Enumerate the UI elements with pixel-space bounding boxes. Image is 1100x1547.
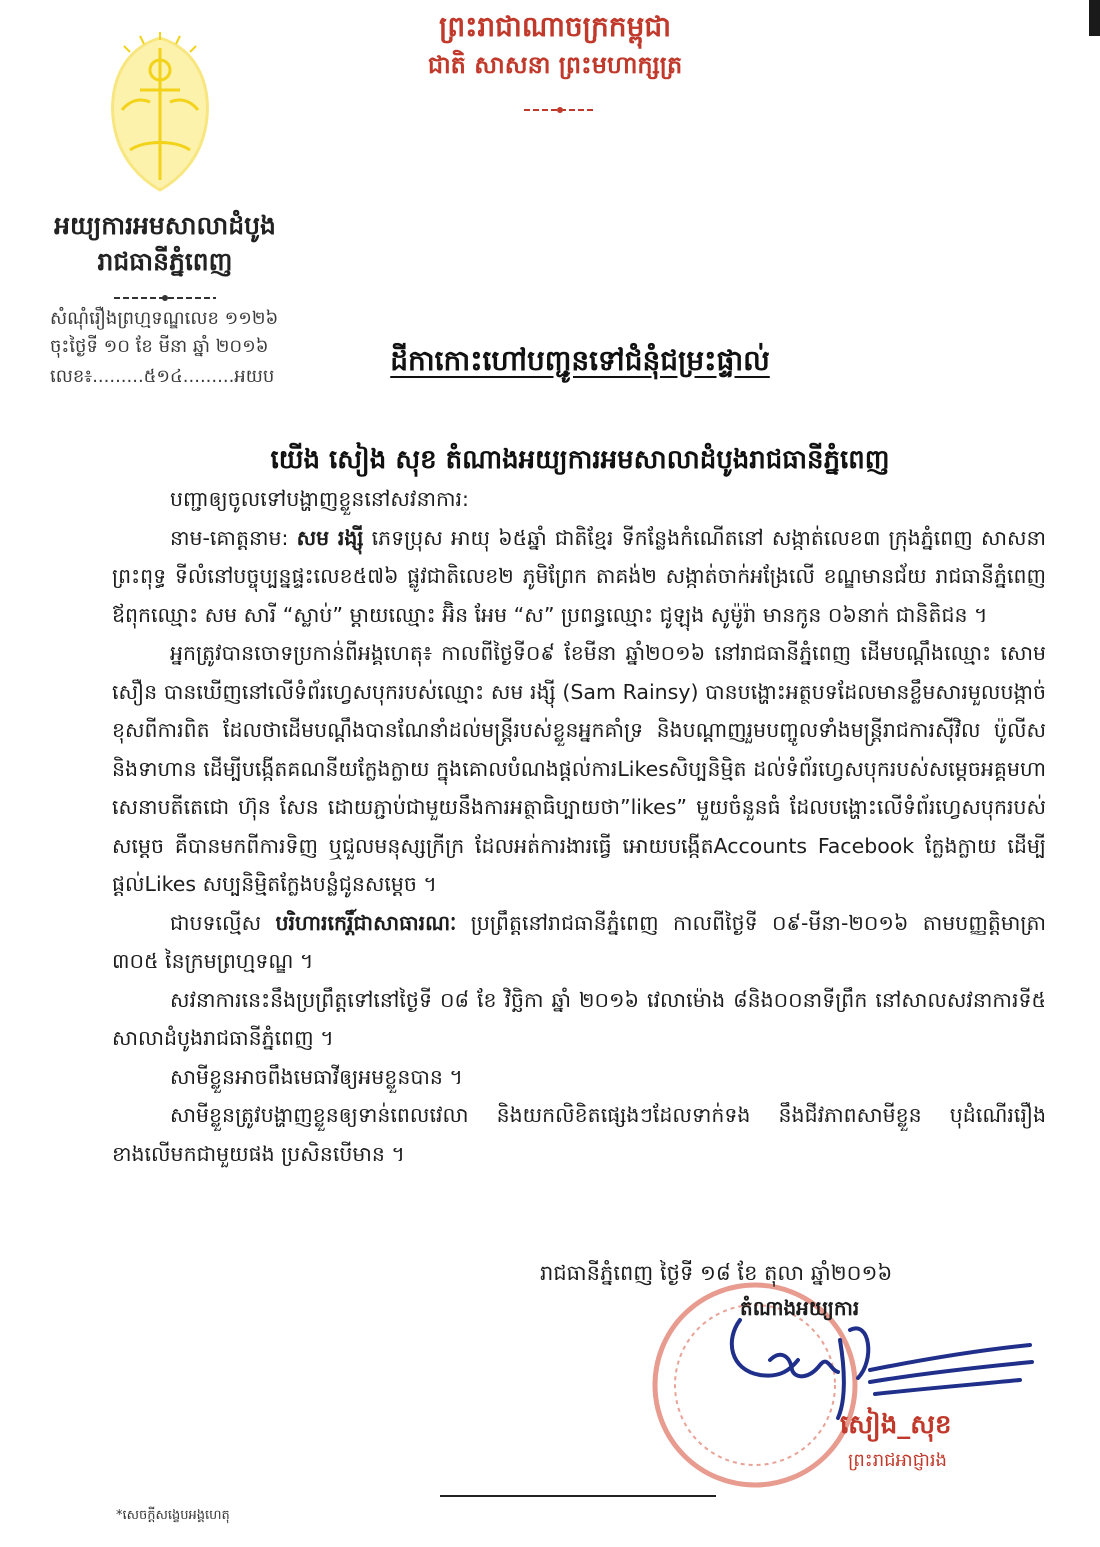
bottom-divider	[440, 1495, 716, 1497]
accusation-paragraph: អ្នកត្រូវបានចោទប្រកាន់ពីអង្គហេតុ៖ កាលពីថ្ងៃទី០៩ ខែមីនា ឆ្នាំ២០១៦ នៅរាជធានីភ្នំពេញ ដើមបណ្តឹងឈ្មោះ សោម សឿន បានឃើញនៅលើទំព័រហ្វេសបុករបស់ឈ្មោះ សម រង្ស៊ី (Sam Rainsy) បានបង្ហោះអត្ថបទដែលមានខ្លឹមសារមួលបង្កាច់ខុសពីការពិត ដែលថាដើមបណ្តឹងបានណែនាំដល់មន្ត្រីរបស់ខ្លួនអ្នកគាំទ្រ និងបណ្តាញរួមបញ្ចូលទាំងមន្ត្រីរាជការស៊ីវិល ប៉ូលីស និងទាហាន ដើម្បីបង្កើតគណនីយក្លែងក្លាយ ក្នុងគោលបំណងផ្តល់ការLikesសិប្បនិម្មិត ដល់ទំព័រហ្វេសបុករបស់សម្តេចអគ្គមហាសេនាបតីតេជោ ហ៊ុន សែន ដោយភ្ជាប់ជាមួយនឹងការអត្ថាធិប្បាយថា”likes” មួយចំនួនធំ ដែលបង្ហោះលើទំព័រហ្វេសបុករបស់សម្តេច គឺបានមកពីការទិញ ឬជួលមនុស្សក្រីក្រ ដែលអត់ការងារធ្វើ អោយបង្កើតAccounts Facebook ក្លែងក្លាយ ដើម្បីផ្តល់Likes សប្បនិម្មិតក្លែងបន្លំជូនសម្តេច ។	[112, 641, 1046, 896]
person-paragraph	[112, 519, 1046, 635]
signing-authority: តំណាងអយ្យការ	[740, 1296, 860, 1320]
royal-seal-emblem	[100, 30, 220, 200]
footnote: *សេចក្តីសង្ខេបអង្គហេតុ	[116, 1508, 230, 1523]
hearing-paragraph: សវនាការនេះនឹងប្រព្រឹត្តទៅនៅថ្ងៃទី ០៨ ខែ វិច្ឆិកា ឆ្នាំ ២០១៦ វេលាម៉ោង ៨និង០០នាទីព្រឹក នៅសាលសវនាការទី៥ សាលាដំបូងរាជធានីភ្នំពេញ ។	[112, 987, 1046, 1050]
signer-title: ព្រះរាជអាជ្ញារង	[848, 1450, 947, 1471]
lawyer-paragraph: សាមីខ្លួនអាចពឹងមេធាវីឲ្យអមខ្លួនបាន ។	[170, 1064, 463, 1089]
offense-name: បរិហារកេរ្តិ៍ជាសាធារណៈ	[275, 910, 457, 935]
registry-number: លេខ៖.........៥១៤.........អយប	[50, 366, 275, 387]
offense-paragraph	[112, 904, 1046, 981]
offense-details: ប្រព្រឹត្តនៅរាជធានីភ្នំពេញ កាលពីថ្ងៃទី ០៩-មីនា-២០១៦ តាមបញ្ញត្តិមាត្រា ៣០៥ នៃក្រមព្រហ្មទណ្ឌ ។	[112, 910, 1046, 973]
name-label: នាម-គោត្តនាម:	[170, 525, 297, 550]
registry-date: ចុះថ្ងៃទី ១០ ខែ មីនា ឆ្នាំ ២០១៦	[50, 336, 269, 357]
kingdom-title: ព្រះរាជាណាចក្រកម្ពុជា	[438, 10, 671, 43]
registry-case-number: សំណុំរឿងព្រហ្មទណ្ឌលេខ ១១២៦	[50, 308, 279, 329]
page-edge-mark	[1089, 0, 1100, 36]
signer-name: សៀង_សុខ	[840, 1410, 952, 1440]
office-name-line1: អយ្យការអមសាលាដំបូង	[54, 211, 276, 240]
accused-name: សម រង្ស៊ី	[296, 525, 364, 550]
signing-date: រាជធានីភ្នំពេញ ថ្ងៃទី ១៨ ខែ តុលា ឆ្នាំ២០១៦	[540, 1261, 893, 1285]
person-details: ភេទប្រុស អាយុ ៦៥ឆ្នាំ ជាតិខ្មែរ ទីកន្លែងកំណើតនៅ សង្កាត់លេខ៣ ក្រុងភ្នំពេញ សាសនាព្រះពុទ្ធ ទីលំនៅបច្ចុប្បន្នផ្ទះលេខ៥៧៦ ផ្លូវជាតិលេខ២ ភូមិព្រែក តាគង់២ សង្កាត់ចាក់អង្រែលើ ខណ្ឌមានជ័យ រាជធានីភ្នំពេញ ឪពុកឈ្មោះ សម សារី “ស្លាប់” ម្ដាយឈ្មោះ អ៊ិន អែម “ស” ប្រពន្ធឈ្មោះ ជូឡុង សូម៉ូរ៉ា មានកូន ០៦នាក់ ជានិតិជន ។	[112, 525, 1047, 627]
header-ornament	[520, 100, 600, 110]
office-name-line2: រាជធានីភ្នំពេញ	[97, 247, 233, 276]
summons-intro: បញ្ជាឲ្យចូលទៅបង្ហាញខ្លួននៅសវនាការ:	[170, 487, 469, 511]
office-ornament	[110, 288, 220, 298]
appearance-paragraph: សាមីខ្លួនត្រូវបង្ហាញខ្លួនឲ្យទាន់ពេលវេលា និងយកលិខិតផ្សេងៗដែលទាក់ទង នឹងជីវភាពសាមីខ្លួន បុដំណើររឿងខាងលើមកជាមួយផង ប្រសិនបើមាន ។	[112, 1103, 1046, 1166]
document-body	[112, 480, 1046, 1173]
offense-label: ជាបទល្មើស	[170, 910, 276, 935]
prosecutor-statement: យើង សៀង សុខ តំណាងអយ្យការអមសាលាដំបូងរាជធានីភ្នំពេញ	[270, 445, 890, 475]
kingdom-motto: ជាតិ សាសនា ព្រះមហាក្សត្រ	[427, 51, 683, 79]
document-title: ដីកាកោះហៅបញ្ជូនទៅជំនុំជម្រះផ្ទាល់	[390, 344, 770, 377]
